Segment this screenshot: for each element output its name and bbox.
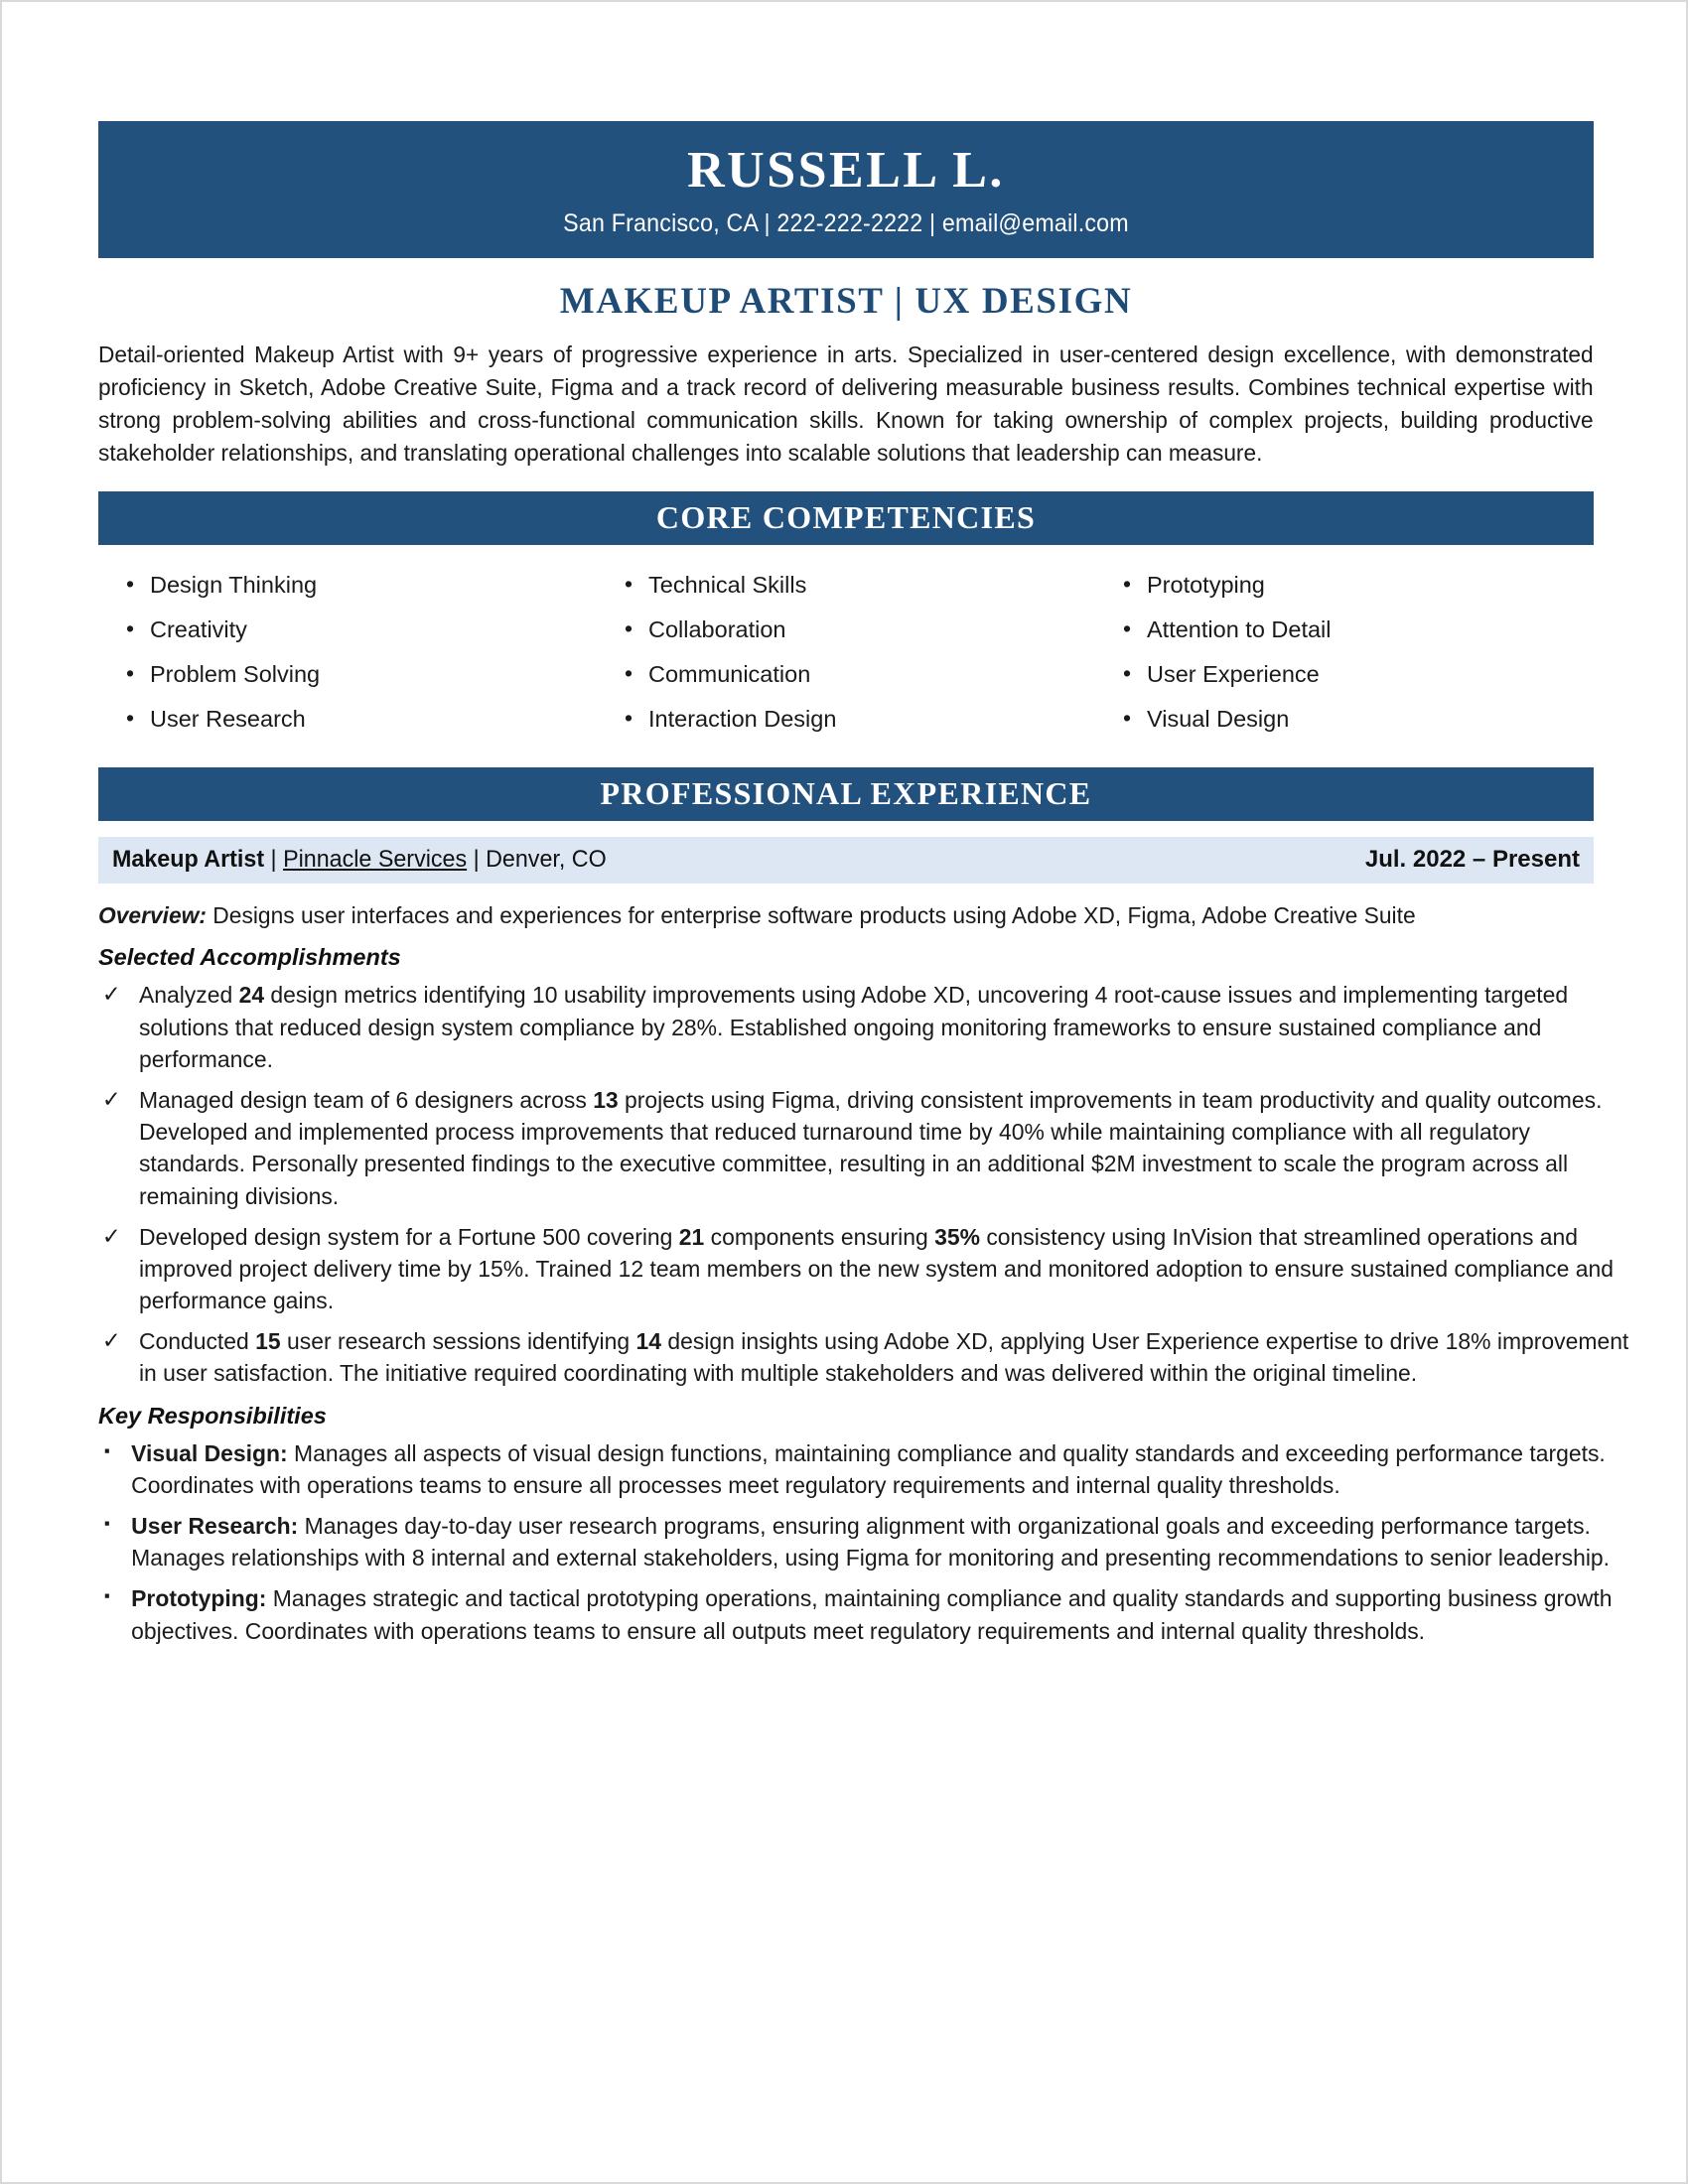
bullet-dot-icon: •	[1123, 704, 1132, 731]
accomplishment-text-run: Developed design system for a Fortune 500 covering	[138, 1223, 679, 1250]
bullet-square-icon: ▪	[103, 1440, 110, 1460]
checkmark-icon: ✓	[101, 1222, 121, 1249]
section-header-core-competencies: CORE COMPETENCIES	[98, 491, 1594, 545]
competency-item	[1121, 652, 1594, 697]
bullet-dot-icon: •	[625, 704, 633, 731]
competency-label: Communication	[648, 661, 811, 688]
section-header-professional-experience: PROFESSIONAL EXPERIENCE	[98, 767, 1594, 821]
job-role: Makeup Artist	[112, 845, 265, 873]
accomplishment-item	[98, 1325, 1633, 1389]
accomplishment-item	[98, 979, 1633, 1075]
bullet-dot-icon: •	[1123, 570, 1132, 597]
bullet-square-icon: ▪	[103, 1514, 110, 1534]
bullet-dot-icon: •	[126, 614, 135, 641]
accomplishment-text-run: projects using Figma, driving consistent improvements in team productivity and quality outcomes. Developed and implemented process improvements that reduced turnaround time by 40% while maintaining compliance with all regulatory standards. Personally presented findings to the executive committee, resulting in an additional $2M investment to scale the program across all remaining divisions.	[138, 1086, 1603, 1209]
competency-label: Interaction Design	[648, 706, 837, 733]
bullet-dot-icon: •	[126, 704, 135, 731]
competency-item	[124, 652, 597, 697]
resume-header-band	[98, 121, 1594, 258]
competency-label: Prototyping	[1147, 572, 1265, 599]
accomplishments-list	[98, 979, 1629, 1389]
accomplishment-text-run: consistency using InVision that streamlined operations and improved project delivery time by 15%. Trained 12 team members on the new system and monitored adoption to ensure sustained compliance and performance gains.	[138, 1223, 1614, 1314]
responsibility-item	[98, 1510, 1625, 1573]
job-title-company-location	[112, 846, 607, 874]
competency-label: Design Thinking	[150, 572, 318, 599]
job-overview	[98, 899, 1549, 931]
responsibility-text: Manages all aspects of visual design functions, maintaining compliance and quality standards and exceeding performance targets. Coordinates with operations teams to ensure all processes meet regulatory requirements and internal quality thresholds.	[131, 1439, 1606, 1498]
overview-text: Designs user interfaces and experiences for enterprise software products using Adobe XD, Figma, Adobe Creative Suite	[206, 901, 1416, 928]
accomplishment-text	[139, 982, 1568, 1071]
competency-item	[1121, 608, 1594, 652]
job-separator-2: |	[467, 845, 487, 873]
core-competencies-column	[597, 563, 1095, 742]
competency-label: User Experience	[1147, 661, 1320, 688]
accomplishment-metric: 13	[593, 1086, 619, 1113]
responsibility-label: User Research:	[131, 1513, 299, 1540]
selected-accomplishments-heading: Selected Accomplishments	[98, 944, 401, 971]
accomplishment-metric: 24	[238, 982, 265, 1009]
competency-item	[124, 697, 597, 742]
checkmark-icon: ✓	[101, 981, 121, 1008]
accomplishment-metric: 15	[255, 1328, 281, 1355]
bullet-dot-icon: •	[1123, 614, 1132, 641]
accomplishment-text-run: design insights using Adobe XD, applying User Experience expertise to drive 18% improvement in user satisfaction. The initiative required coordinating with multiple stakeholders and was delivered within the original timeline.	[138, 1328, 1629, 1387]
competency-item	[124, 608, 597, 652]
accomplishment-item	[98, 1084, 1633, 1212]
accomplishment-text-run: Conducted	[138, 1328, 256, 1355]
bullet-dot-icon: •	[1123, 659, 1132, 686]
checkmark-icon: ✓	[101, 1327, 121, 1354]
accomplishment-text-run: Managed design team of 6 designers across	[138, 1086, 594, 1113]
accomplishment-metric: 35%	[934, 1223, 980, 1250]
competency-label: Visual Design	[1147, 706, 1290, 733]
candidate-name: RUSSELL L.	[687, 142, 1005, 199]
bullet-square-icon: ▪	[103, 1586, 110, 1606]
resume-sheet	[98, 2, 1629, 1656]
bullet-dot-icon: •	[126, 659, 135, 686]
target-job-title: MAKEUP ARTIST | UX DESIGN	[559, 281, 1133, 323]
bullet-dot-icon: •	[625, 659, 633, 686]
responsibility-text: Manages day-to-day user research programs, ensuring alignment with organizational goals and exceeding performance targets. Manages relationships with 8 internal and external stakeholders, using Figma for monitoring and presenting recommendations to senior leadership.	[131, 1513, 1611, 1571]
key-responsibilities-heading: Key Responsibilities	[98, 1402, 327, 1429]
accomplishment-metric: 14	[635, 1328, 661, 1355]
job-dates: Jul. 2022 – Present	[1364, 845, 1580, 873]
competency-item	[124, 563, 597, 608]
accomplishment-text	[139, 1328, 1628, 1386]
responsibility-label: Prototyping:	[131, 1585, 267, 1612]
competency-item	[1121, 697, 1594, 742]
accomplishment-text-run: Analyzed	[138, 982, 239, 1009]
bullet-dot-icon: •	[625, 570, 633, 597]
competency-item	[623, 563, 1095, 608]
accomplishment-text	[139, 1224, 1614, 1313]
responsibilities-list	[98, 1437, 1613, 1647]
accomplishment-text-run: design metrics identifying 10 usability improvements using Adobe XD, uncovering 4 root-cause issues and implementing targeted solutions that reduced design system compliance by 28%. Established ongoing monitoring frameworks to ensure sustained compliance and performance.	[138, 982, 1569, 1072]
competency-label: Technical Skills	[648, 572, 807, 599]
responsibility-text: Manages strategic and tactical prototyping operations, maintaining compliance and quality standards and supporting business growth objectives. Coordinates with operations teams to ensure all outputs meet regulatory requirements and internal quality thresholds.	[131, 1585, 1613, 1644]
core-competencies-grid	[98, 545, 1594, 746]
responsibility-item	[98, 1437, 1625, 1501]
competency-item	[623, 608, 1095, 652]
accomplishment-text-run: user research sessions identifying	[280, 1328, 636, 1355]
bullet-dot-icon: •	[126, 570, 135, 597]
checkmark-icon: ✓	[101, 1085, 121, 1112]
competency-label: Problem Solving	[150, 661, 321, 688]
accomplishment-text	[139, 1087, 1603, 1209]
competency-item	[623, 652, 1095, 697]
competency-item	[623, 697, 1095, 742]
competency-label: Collaboration	[648, 616, 786, 643]
job-header-bar	[98, 837, 1594, 884]
job-location: Denver, CO	[486, 845, 607, 873]
core-competencies-column	[1095, 563, 1594, 742]
competency-label: Attention to Detail	[1147, 616, 1332, 643]
responsibility-item	[98, 1582, 1625, 1646]
job-separator-1: |	[264, 845, 284, 873]
contact-line: San Francisco, CA | 222-222-2222 | email@email.com	[563, 209, 1129, 238]
competency-item	[1121, 563, 1594, 608]
job-company: Pinnacle Services	[283, 845, 468, 873]
responsibility-label: Visual Design:	[131, 1439, 288, 1466]
overview-label: Overview:	[98, 901, 207, 928]
bullet-dot-icon: •	[625, 614, 633, 641]
core-competencies-column	[98, 563, 597, 742]
accomplishment-item	[98, 1221, 1633, 1317]
competency-label: Creativity	[150, 616, 247, 643]
accomplishment-text-run: components ensuring	[704, 1223, 935, 1250]
accomplishment-metric: 21	[678, 1223, 705, 1250]
professional-summary: Detail-oriented Makeup Artist with 9+ years of progressive experience in arts. Specialized in user-centered design excellence, with demonstrated proficiency in Sketch, Adobe Creative Suite, Figma and a track record of delivering measurable business results. Combines technical expertise with strong problem-solving abilities and cross-functional communication skills. Known for taking ownership of complex projects, building productive stakeholder relationships, and translating operational challenges into scalable solutions that leadership can measure.	[98, 341, 1594, 466]
competency-label: User Research	[150, 706, 306, 733]
